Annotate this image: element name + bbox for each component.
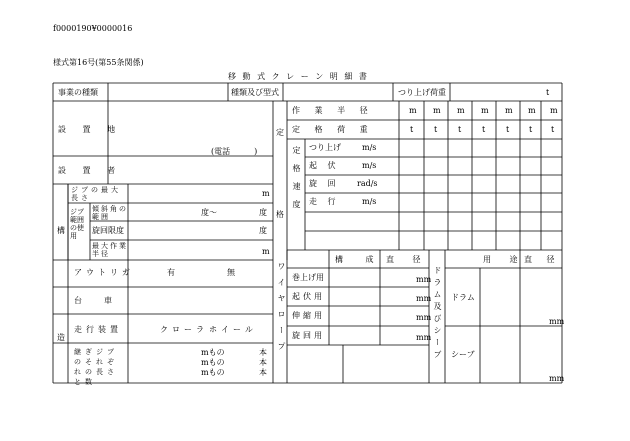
jib-ext-unit-1: 本 xyxy=(259,348,267,357)
installer-label: 設 置 者 xyxy=(58,166,123,175)
jib-range-group-label: ジブ範囲の使用 xyxy=(70,208,84,240)
jib-ext-row-2: mもの xyxy=(201,358,225,367)
base-label: 台 車 xyxy=(74,296,114,305)
wire-mm-unit: mm xyxy=(416,294,432,303)
wire-rope-label: ワイヤロープ xyxy=(277,262,286,358)
usage-header: 用 途 xyxy=(483,255,526,264)
model-type-label: 種類及び型式 xyxy=(231,88,279,97)
ton-unit: t xyxy=(546,88,550,97)
jib-ext-row-1: mもの xyxy=(201,348,225,357)
load-unit: t xyxy=(434,125,438,134)
traveling-speed-label: 走 行 xyxy=(309,197,340,206)
traveling-speed-unit: m/s xyxy=(362,197,377,206)
crawler-label: クローラ xyxy=(160,325,208,334)
wire-mm-unit: mm xyxy=(416,313,432,322)
wire-row-label: 旋回用 xyxy=(292,331,325,340)
jib-max-length-unit: m xyxy=(262,189,270,198)
rated-load-label: 定 格 荷 重 xyxy=(292,125,374,134)
structure-label-2: 造 xyxy=(57,333,65,342)
radius-unit: m xyxy=(550,106,558,115)
radius-unit: m xyxy=(528,106,536,115)
slewing-speed-unit: rad/s xyxy=(357,179,378,188)
diameter2-header: 直 径 xyxy=(524,255,561,264)
load-unit: t xyxy=(506,125,510,134)
wire-row-label: 伸縮用 xyxy=(292,311,325,320)
tilt-range-unit: 度 xyxy=(259,208,267,217)
drum-label: ドラム xyxy=(451,293,475,302)
wire-row-label: 巻上げ用 xyxy=(292,273,324,282)
lifting-speed-unit: m/s xyxy=(362,143,377,152)
load-unit: t xyxy=(410,125,414,134)
luffing-speed-label: 起 伏 xyxy=(309,161,340,170)
radius-unit: m xyxy=(457,106,465,115)
jib-ext-unit-2: 本 xyxy=(259,358,267,367)
business-type-label: 事業の種類 xyxy=(58,88,98,97)
luffing-speed-unit: m/s xyxy=(362,161,377,170)
rated-label: 定 xyxy=(276,128,284,137)
load-unit: t xyxy=(529,125,533,134)
slewing-speed-label: 旋 回 xyxy=(309,179,340,188)
radius-unit: m xyxy=(481,106,489,115)
wire-mm-unit: mm xyxy=(416,333,432,342)
wire-structure-header: 構 成 xyxy=(335,255,384,264)
sheave-mm-unit: mm xyxy=(549,374,565,383)
load-unit: t xyxy=(551,125,555,134)
drum-mm-unit: mm xyxy=(549,317,565,326)
traveling-device-label: 走行装置 xyxy=(74,325,122,334)
document-title: 移 動 式 ク レ ー ン 明 細 書 xyxy=(228,72,369,81)
outrigger-yes: 有 xyxy=(167,268,175,277)
outrigger-no: 無 xyxy=(227,268,235,277)
radius-unit: m xyxy=(409,106,417,115)
drum-sheave-label: ドラム及びシーブ xyxy=(433,266,442,362)
jib-ext-unit-3: 本 xyxy=(259,368,267,377)
lifting-speed-label: つり上げ xyxy=(309,143,341,152)
file-code: f0000190¥0000016 xyxy=(53,24,133,33)
wire-diameter-header: 直 径 xyxy=(386,255,429,264)
form-number: 様式第16号(第55条関係) xyxy=(53,58,144,67)
lifting-load-label: つり上げ荷重 xyxy=(398,88,446,97)
radius-unit: m xyxy=(505,106,513,115)
max-working-radius-unit: m xyxy=(262,247,270,256)
rated-speed-label: 定格速度 xyxy=(292,146,301,218)
wire-mm-unit: mm xyxy=(416,275,432,284)
rotation-limit-label: 旋回限度 xyxy=(92,226,124,235)
wheel-label: ホイール xyxy=(209,325,257,334)
max-working-radius-label: 最大作業半径 xyxy=(92,242,128,258)
wire-row-label: 起伏用 xyxy=(292,292,325,301)
jib-max-length-label: ジブの最大長さ xyxy=(71,186,121,202)
sheave-label: シーブ xyxy=(451,350,475,359)
load-unit: t xyxy=(458,125,462,134)
structure-label: 構 xyxy=(57,226,65,235)
tilt-range-label: 傾斜角の範囲 xyxy=(92,205,128,221)
jib-extension-label: 継ぎジブのそれぞれの長さと数 xyxy=(74,348,118,386)
jib-ext-row-3: mもの xyxy=(201,368,225,377)
load-unit: t xyxy=(482,125,486,134)
rotation-limit-unit: 度 xyxy=(259,226,267,235)
rated-label-2: 格 xyxy=(276,210,284,219)
radius-unit: m xyxy=(433,106,441,115)
working-radius-label: 作 業 半 径 xyxy=(292,106,374,115)
phone-field: (電話 ) xyxy=(211,147,258,156)
install-location-label: 設 置 地 xyxy=(58,125,123,134)
tilt-range-value: 度〜 xyxy=(201,208,217,217)
outrigger-label: アウトリガ xyxy=(74,268,134,277)
